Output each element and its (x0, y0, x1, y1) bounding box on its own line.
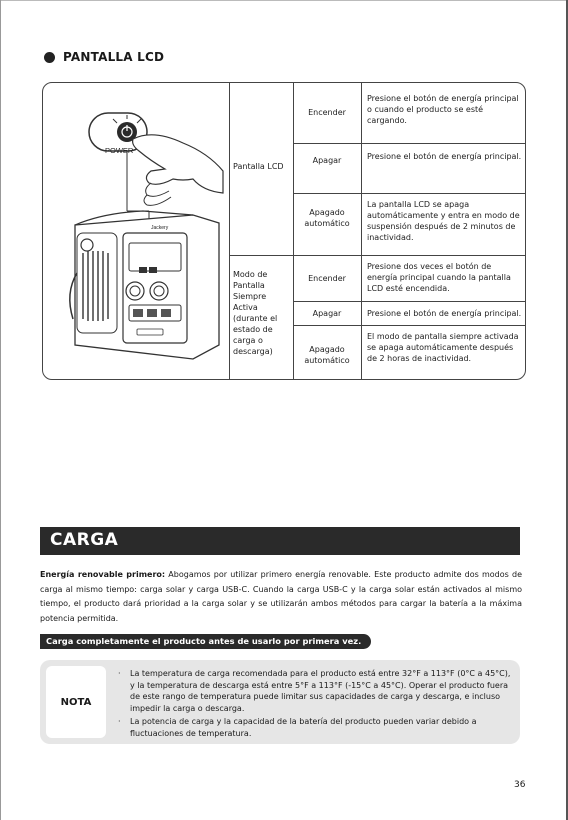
pill-text: Carga completamente el producto antes de usarlo por primera vez. (46, 636, 362, 646)
section-heading (44, 50, 164, 64)
desc-cell: Presione el botón de energía principal o cuando el producto se esté cargando. (367, 94, 519, 125)
desc-cell: Presione el botón de energía principal. (367, 152, 522, 161)
para-body: Abogamos por utilizar primero energía renovable. Este producto admite dos modos de carga al mismo tiempo: carga solar y carga USB-C. Cuando la carga USB-C y la carga solar están activados al mismo tiempo, el producto dará prioridad a la carga solar y se utilizarán ambos métodos para cargar la batería a la máxima potencia permitida. (40, 570, 522, 623)
desc-cell: El modo de pantalla siempre activada se apaga automáticamente después de 2 horas de inactividad. (367, 332, 519, 363)
action-cell: Apagado automático (304, 208, 350, 228)
bullet-dot-icon (44, 52, 55, 63)
note-list (118, 668, 513, 741)
carga-heading-bar (40, 527, 520, 555)
highlight-pill (40, 634, 371, 649)
power-station-illustration (43, 83, 229, 379)
carga-title: CARGA (50, 530, 119, 550)
group-label-lcd: Pantalla LCD (233, 162, 284, 171)
power-label: POWER (105, 146, 134, 155)
action-cell: Apagar (312, 156, 342, 165)
action-cell: Encender (308, 274, 346, 283)
note-item: · La temperatura de carga recomendada para el producto está entre 32°F a 113°F (0°C a 45°C), y la temperatura de descarga está entre 5°F a 113°F (-15°C a 45°C). Operar el producto fuera de este rango de temperatura puede limitar sus capacidades de carga y descarga, e incluso impedir la carga o descarga. (118, 668, 513, 714)
page-border-left (0, 0, 1, 820)
page-border-top (0, 0, 568, 1)
desc-cell: La pantalla LCD se apaga automáticamente y entra en modo de suspensión después de 2 minutos de inactividad. (367, 200, 520, 242)
carga-paragraph (40, 568, 522, 626)
note-label: NOTA (46, 666, 106, 738)
note-box (40, 660, 520, 744)
action-cell: Apagar (312, 309, 342, 318)
action-cell: Apagado automático (304, 345, 350, 365)
section-title: PANTALLA LCD (63, 50, 165, 64)
note-item: · La potencia de carga y la capacidad de la batería del producto pueden variar debido a fluctuaciones de temperatura. (118, 716, 513, 739)
para-bold-lead: Energía renovable primero: (40, 570, 166, 579)
group-label-always-on: Modo de Pantalla Siempre Activa (durante el estado de carga o descarga) (233, 270, 278, 356)
desc-cell: Presione dos veces el botón de energía principal cuando la pantalla LCD esté encendida. (367, 262, 511, 293)
lcd-table (42, 82, 526, 380)
desc-cell: Presione el botón de energía principal. (367, 309, 522, 318)
svg-text:Jackery: Jackery (151, 225, 169, 231)
action-cell: Encender (308, 108, 346, 117)
page-number: 36 (514, 780, 526, 790)
